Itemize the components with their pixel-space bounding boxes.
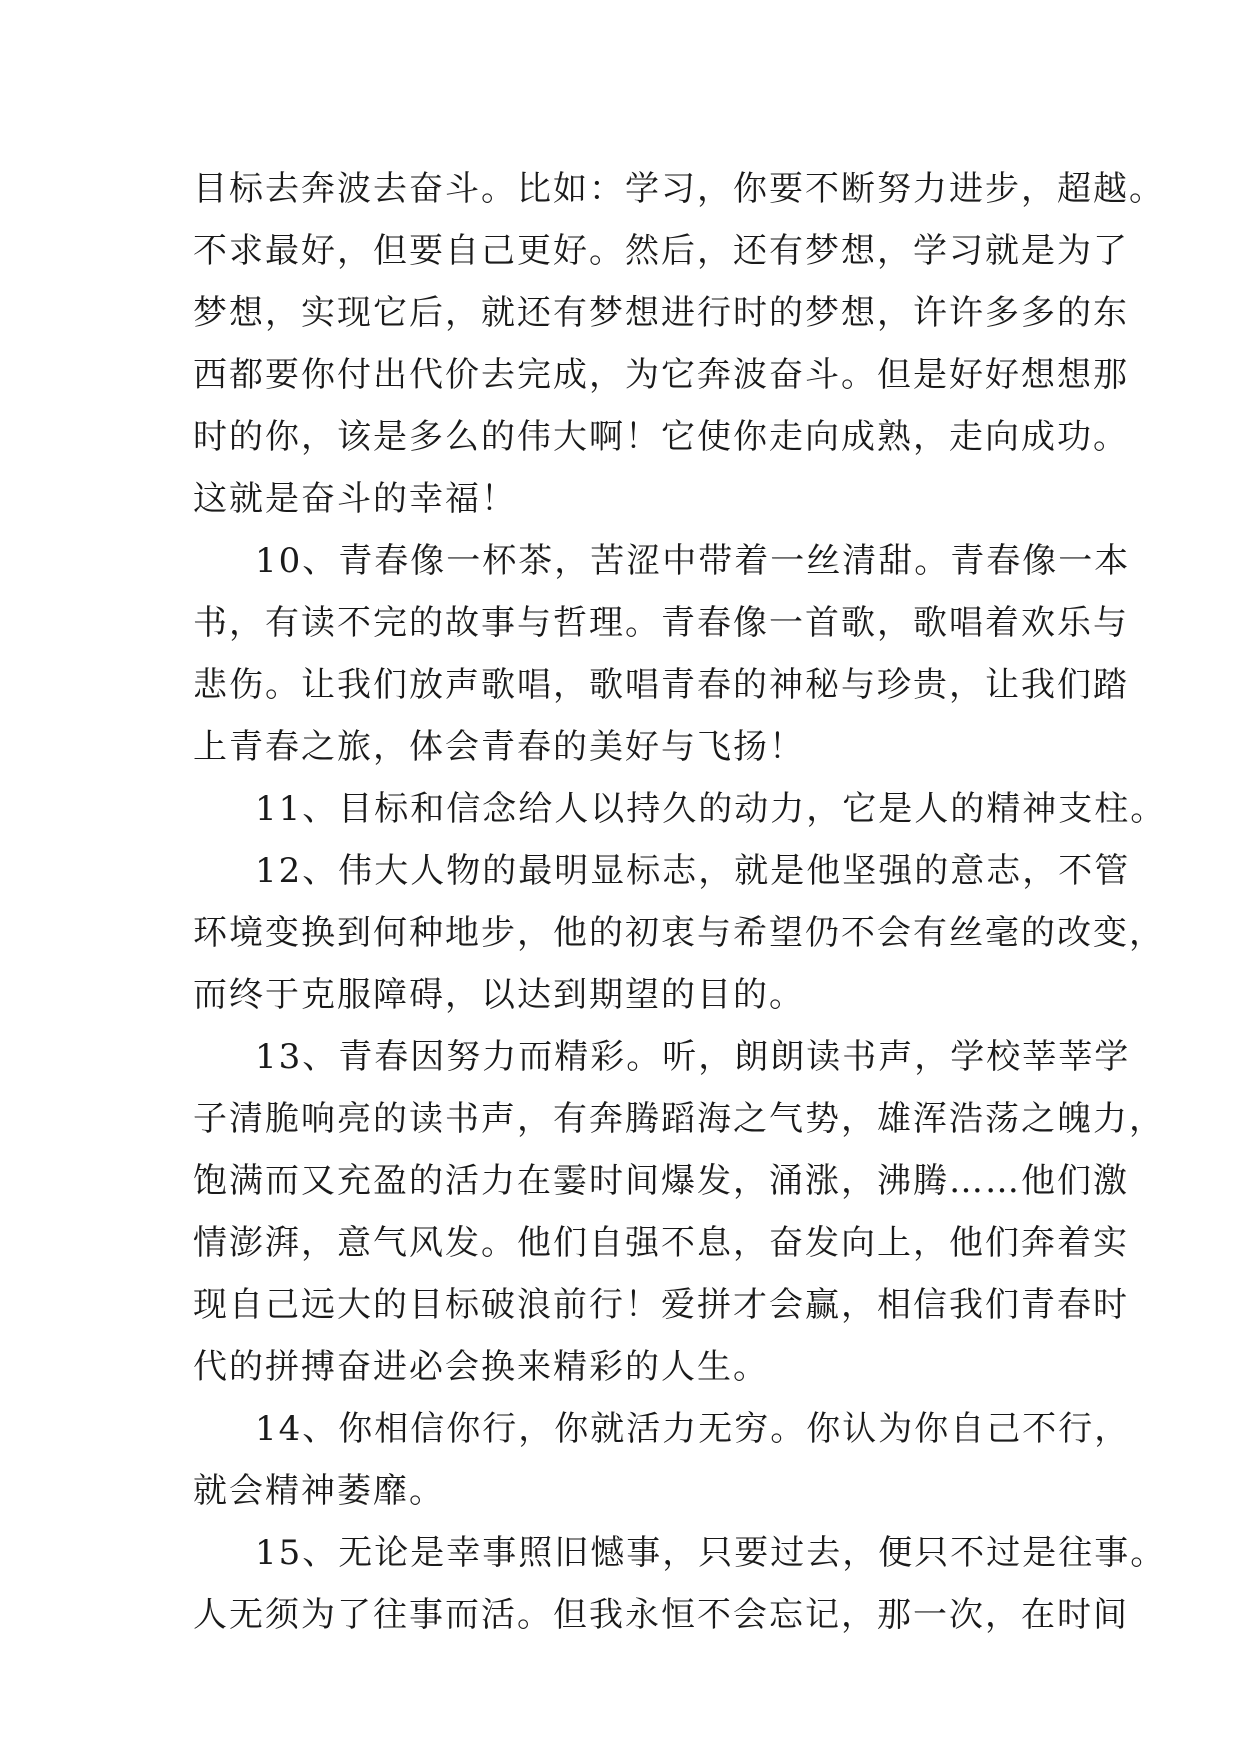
text-line: 上青春之旅，体会青春的美好与飞扬！ [193,727,805,767]
text-line: 环境变换到何种地步，他的初衷与希望仍不会有丝毫的改变， [193,913,1165,953]
text-line: 梦想，实现它后，就还有梦想进行时的梦想，许许多多的东 [193,293,1129,333]
text-line: 西都要你付出代价去完成，为它奔波奋斗。但是好好想想那 [193,355,1129,395]
text-line: 情澎湃，意气风发。他们自强不息，奋发向上，他们奔着实 [193,1223,1129,1263]
text-line: 就会精神萎靡。 [193,1471,445,1511]
text-line: 而终于克服障碍，以达到期望的目的。 [193,975,805,1015]
text-line: 这就是奋斗的幸福！ [193,479,517,519]
text-line: 目标去奔波去奋斗。比如：学习，你要不断努力进步，超越。 [193,169,1165,209]
text-line: 书，有读不完的故事与哲理。青春像一首歌，歌唱着欢乐与 [193,603,1129,643]
text-line: 代的拼搏奋进必会换来精彩的人生。 [193,1347,769,1387]
text-line: 不求最好，但要自己更好。然后，还有梦想，学习就是为了 [193,231,1129,271]
paragraph-start-line: 10、青春像一杯茶，苦涩中带着一丝清甜。青春像一本 [255,541,1131,581]
paragraph-start-line: 12、伟大人物的最明显标志，就是他坚强的意志，不管 [255,851,1131,891]
paragraph-start-line: 11、目标和信念给人以持久的动力，它是人的精神支柱。 [255,789,1167,829]
paragraph-start-line: 13、青春因努力而精彩。听，朗朗读书声，学校莘莘学 [255,1037,1131,1077]
text-line: 人无须为了往事而活。但我永恒不会忘记，那一次，在时间 [193,1595,1129,1635]
paragraph-start-line: 15、无论是幸事照旧憾事，只要过去，便只不过是往事。 [255,1533,1167,1573]
text-line: 悲伤。让我们放声歌唱，歌唱青春的神秘与珍贵，让我们踏 [193,665,1129,705]
text-line: 子清脆响亮的读书声，有奔腾蹈海之气势，雄浑浩荡之魄力， [193,1099,1165,1139]
paragraph-start-line: 14、你相信你行，你就活力无穷。你认为你自己不行， [255,1409,1131,1449]
text-line: 时的你，该是多么的伟大啊！它使你走向成熟，走向成功。 [193,417,1129,457]
text-line: 饱满而又充盈的活力在霎时间爆发，涌涨，沸腾……他们激 [193,1161,1129,1201]
text-line: 现自己远大的目标破浪前行！爱拼才会赢，相信我们青春时 [193,1285,1129,1325]
